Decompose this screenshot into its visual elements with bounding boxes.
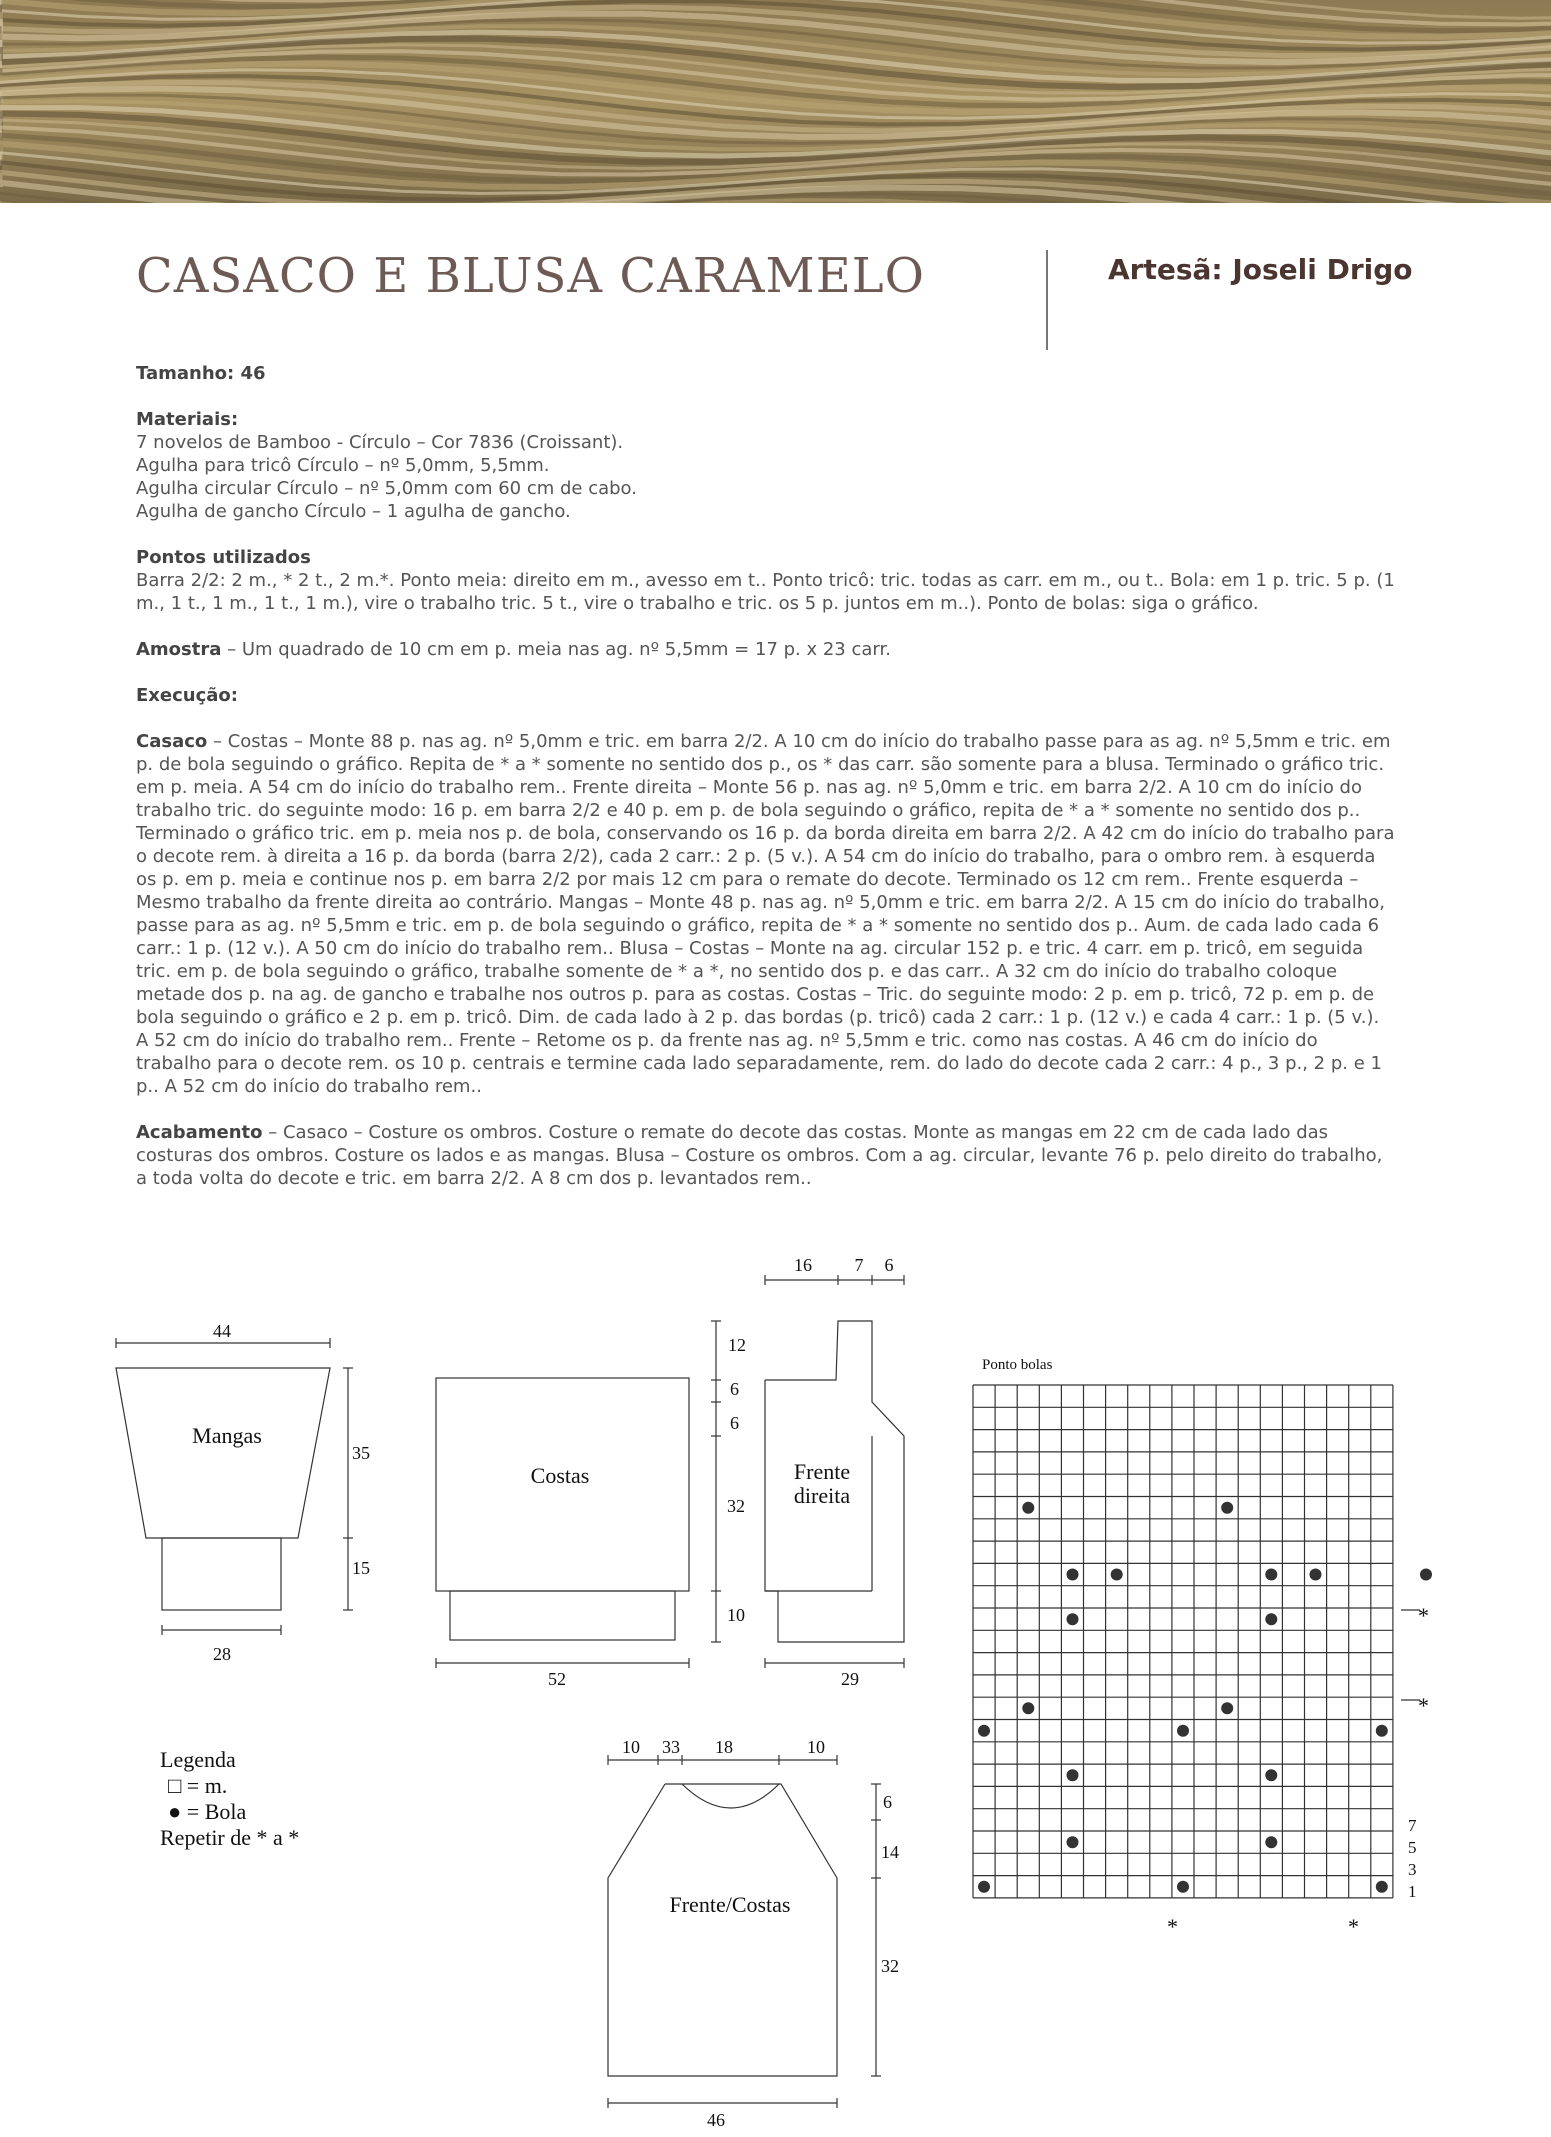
materials-section	[136, 408, 1396, 523]
size-label: Tamanho: 46	[136, 363, 266, 384]
sleeve-top-width: 44	[213, 1321, 231, 1341]
chart-title: Ponto bolas	[982, 1357, 1053, 1373]
blouse-label: Frente/Costas	[669, 1892, 791, 1917]
legend-title: Legenda	[160, 1747, 236, 1772]
blouse-top-dim: 10	[622, 1737, 640, 1757]
blouse-top-dim: 18	[715, 1737, 733, 1757]
bobble-stitch-chart	[973, 1357, 1432, 1939]
chart-bobble	[1420, 1569, 1432, 1581]
chart-bobble	[1022, 1702, 1034, 1714]
chart-bobble	[1376, 1725, 1388, 1737]
chart-bobble	[978, 1881, 990, 1893]
sleeve-label: Mangas	[192, 1423, 262, 1448]
chart-bobble	[1376, 1881, 1388, 1893]
chart-bobble	[1265, 1836, 1277, 1848]
pattern-instructions	[136, 362, 1396, 1213]
chart-bobble	[1022, 1502, 1034, 1514]
blouse-side-dim: 32	[881, 1956, 899, 1976]
chart-repeat-marker: *	[1418, 1603, 1429, 1628]
blouse-top-dim: 33	[662, 1737, 680, 1757]
yarn-photo-banner	[0, 0, 1551, 203]
right-front-diagram	[711, 1255, 904, 1689]
legend	[160, 1747, 299, 1851]
front-top-dim: 6	[884, 1255, 894, 1275]
sample-label: Amostra	[136, 639, 222, 660]
legend-bola: ● = Bola	[168, 1799, 247, 1824]
chart-row-number: 1	[1408, 1882, 1417, 1901]
chart-bobble	[1265, 1769, 1277, 1781]
finishing-section	[136, 1121, 1396, 1190]
chart-bobble	[1177, 1881, 1189, 1893]
chart-bobble	[1067, 1836, 1079, 1848]
back-diagram	[436, 1378, 689, 1689]
chart-row-number: 7	[1408, 1816, 1417, 1835]
sleeve-lower-height: 15	[352, 1558, 370, 1578]
stitches-section	[136, 546, 1396, 615]
front-side-dim: 10	[727, 1605, 745, 1625]
chart-repeat-marker: *	[1167, 1914, 1178, 1939]
back-label: Costas	[530, 1463, 590, 1488]
front-side-dim: 32	[727, 1496, 745, 1516]
execution-heading-section	[136, 684, 1396, 707]
materials-heading: Materiais:	[136, 409, 239, 430]
chart-grid	[973, 1385, 1393, 1898]
chart-bobble	[1067, 1613, 1079, 1625]
execution-section	[136, 730, 1396, 1098]
chart-bobble	[1221, 1502, 1233, 1514]
material-item: Agulha de gancho Círculo – 1 agulha de gancho.	[136, 501, 571, 522]
execution-label: Casaco	[136, 731, 208, 752]
chart-repeat-marker: *	[1418, 1693, 1429, 1718]
material-item: Agulha para tricô Círculo – nº 5,0mm, 5,5mm.	[136, 455, 550, 476]
size-section	[136, 362, 1396, 385]
back-ribbing	[450, 1591, 675, 1640]
header-divider	[1046, 250, 1048, 350]
front-top-dim: 16	[794, 1255, 812, 1275]
execution-text: – Costas – Monte 88 p. nas ag. nº 5,0mm e tric. em barra 2/2. A 10 cm do início do trabalho passe para as ag. nº 5,5mm e tric. em p. de bola seguindo o gráfico. Repita de * a * somente no sentido dos p., os * das carr. são somente para a blusa. Terminado o gráfico tric. em p. meia. A 54 cm do início do trabalho rem.. Frente direita – Monte 56 p. nas ag. nº 5,0mm e tric. em barra 2/2. A 10 cm do início do trabalho tric. do seguinte modo: 16 p. em barra 2/2 e 40 p. em p. de bola seguindo o gráfico, repita de * a * somente no sentido dos p.. Terminado o gráfico tric. em p. meia nos p. de bola, conservando os 16 p. da borda direita em barra 2/2. A 42 cm do início do trabalho para o decote rem. à direita a 16 p. da borda (barra 2/2), cada 2 carr.: 2 p. (5 v.). A 54 cm do início do trabalho, para o ombro rem. à esquerda os p. em p. meia e continue nos p. em barra 2/2 por mais 12 cm para o remate do decote. Terminado os 12 cm rem.. Frente esquerda – Mesmo trabalho da frente direita ao contrário. Mangas – Monte 48 p. nas ag. nº 5,0mm e tric. em barra 2/2. A 15 cm do início do trabalho, passe para as ag. nº 5,5mm e tric. em p. de bola seguindo o gráfico, repita de * a * somente no sentido dos p.. Aum. de cada lado cada 6 carr.: 1 p. (12 v.). A 50 cm do início do trabalho rem.. Blusa – Costas – Monte na ag. circular 152 p. e tric. 4 carr. em p. tricô, em seguida tric. em p. de bola seguindo o gráfico, trabalhe somente de * a *, no sentido dos p. e das carr.. A 32 cm do início do trabalho coloque metade dos p. na ag. de gancho e trabalhe nos outros p. para as costas. Costas – Tric. do seguinte modo: 2 p. em p. tricô, 72 p. em p. de bola seguindo o gráfico e 2 p. em p. tricô. Dim. de cada lado à 2 p. das bordas (p. tricô) cada 2 carr.: 1 p. (12 v.) e cada 4 carr.: 1 p. (5 v.). A 52 cm do início do trabalho rem.. Frente – Retome os p. da frente nas ag. nº 5,5mm e tric. como nas costas. A 46 cm do início do trabalho para o decote rem. os 10 p. centrais e termine cada lado separadamente, rem. do lado do decote cada 2 carr.: 4 p., 3 p., 2 p. e 1 p.. A 52 cm do início do trabalho rem..	[136, 731, 1395, 1097]
sample-section	[136, 638, 1396, 661]
material-item: Agulha circular Círculo – nº 5,0mm com 60 cm de cabo.	[136, 478, 637, 499]
chart-row-number: 5	[1408, 1838, 1417, 1857]
right-front-label-1: Frente	[793, 1459, 851, 1484]
chart-bobble	[1111, 1569, 1123, 1581]
right-front-width: 29	[841, 1669, 859, 1689]
execution-heading: Execução:	[136, 685, 238, 706]
finishing-label: Acabamento	[136, 1122, 263, 1143]
blouse-outline	[608, 1784, 837, 2076]
legend-square: □ = m.	[168, 1773, 228, 1798]
front-top-dim: 7	[854, 1255, 864, 1275]
schematic-diagrams	[0, 1230, 1551, 2130]
sleeve-outline	[116, 1368, 330, 1538]
blouse-width: 46	[707, 2110, 725, 2130]
front-side-dim: 6	[730, 1413, 739, 1433]
chart-bobble	[1177, 1725, 1189, 1737]
chart-repeat-marker: *	[1348, 1914, 1359, 1939]
chart-bobble	[978, 1725, 990, 1737]
sample-text: – Um quadrado de 10 cm em p. meia nas ag. nº 5,5mm = 17 p. x 23 carr.	[221, 639, 891, 660]
chart-bobble	[1265, 1569, 1277, 1581]
front-side-dim: 6	[730, 1379, 739, 1399]
chart-bobble	[1265, 1613, 1277, 1625]
sleeve-upper-height: 35	[352, 1443, 370, 1463]
chart-row-number: 3	[1408, 1860, 1417, 1879]
sleeve-diagram	[116, 1321, 370, 1664]
page-title: CASACO E BLUSA CARAMELO	[136, 248, 925, 304]
right-front-label-2: direita	[793, 1483, 851, 1508]
material-item: 7 novelos de Bamboo - Círculo – Cor 7836 (Croissant).	[136, 432, 624, 453]
chart-bobble	[1067, 1769, 1079, 1781]
blouse-side-dim: 14	[881, 1842, 899, 1862]
blouse-neckline	[682, 1784, 779, 1808]
back-width: 52	[548, 1669, 566, 1689]
chart-bobble	[1221, 1702, 1233, 1714]
blouse-diagram	[608, 1737, 899, 2130]
sleeve-cuff	[162, 1538, 281, 1610]
legend-repeat: Repetir de * a *	[160, 1825, 300, 1850]
chart-bobble	[1067, 1569, 1079, 1581]
blouse-top-dim: 10	[807, 1737, 825, 1757]
blouse-side-dim: 6	[883, 1792, 892, 1812]
sleeve-bottom-width: 28	[213, 1644, 231, 1664]
stitches-heading: Pontos utilizados	[136, 547, 311, 568]
chart-bobble	[1310, 1569, 1322, 1581]
artisan-credit: Artesã: Joseli Drigo	[1108, 253, 1413, 286]
front-side-dim: 12	[728, 1335, 746, 1355]
stitches-text: Barra 2/2: 2 m., * 2 t., 2 m.*. Ponto meia: direito em m., avesso em t.. Ponto tricô: tric. todas as carr. em m., ou t.. Bola: em 1 p. tric. 5 p. (1 m., 1 t., 1 m., 1 t., 1 m.), vire o trabalho tric. 5 t., vire o trabalho e tric. os 5 p. juntos em m..). Ponto de bolas: siga o gráfico.	[136, 570, 1395, 614]
finishing-text: – Casaco – Costure os ombros. Costure o remate do decote das costas. Monte as mangas em 22 cm de cada lado das costuras dos ombros. Costure os lados e as mangas. Blusa – Costure os ombros. Com a ag. circular, levante 76 p. pelo direito do trabalho, a toda volta do decote e tric. em barra 2/2. A 8 cm dos p. levantados rem..	[136, 1122, 1383, 1189]
